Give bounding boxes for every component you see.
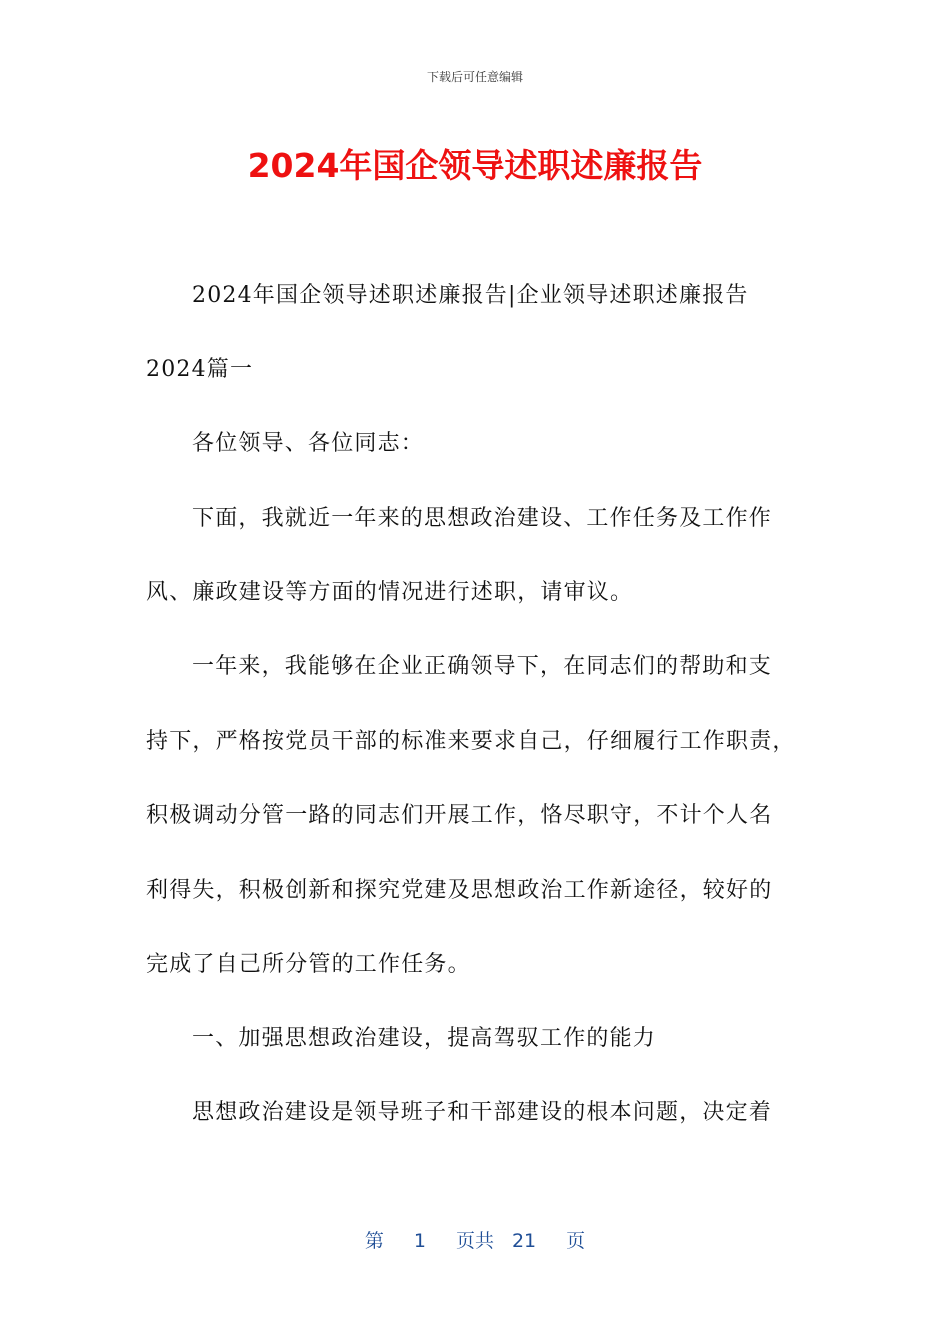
paragraph-line: 2024年国企领导述职述廉报告|企业领导述职述廉报告 bbox=[192, 283, 749, 308]
section-heading: 一、加强思想政治建设，提高驾驭工作的能力 bbox=[192, 1026, 657, 1051]
page-label-prefix: 第 bbox=[364, 1230, 384, 1252]
document-title: 2024年国企领导述职述廉报告 bbox=[247, 146, 703, 185]
page-label-suffix: 页 bbox=[566, 1230, 586, 1252]
paragraph-line: 2024篇一 bbox=[146, 357, 254, 382]
paragraph-line: 各位领导、各位同志： bbox=[192, 431, 425, 456]
paragraph-line: 下面，我就近一年来的思想政治建设、工作任务及工作作 bbox=[192, 506, 773, 531]
page-current: 1 bbox=[413, 1230, 426, 1252]
download-note: 下载后可任意编辑 bbox=[426, 70, 523, 84]
paragraph-line: 思想政治建设是领导班子和干部建设的根本问题，决定着 bbox=[192, 1100, 773, 1125]
page-label-mid: 页共 bbox=[455, 1230, 494, 1252]
page-total: 21 bbox=[511, 1230, 537, 1252]
paragraph-line: 一年来，我能够在企业正确领导下，在同志们的帮助和支 bbox=[192, 654, 773, 679]
page-footer bbox=[0, 1226, 950, 1253]
paragraph-line: 风、廉政建设等方面的情况进行述职，请审议。 bbox=[146, 580, 634, 605]
paragraph-line: 持下，严格按党员干部的标准来要求自己，仔细履行工作职责， bbox=[146, 729, 796, 754]
paragraph-line: 积极调动分管一路的同志们开展工作，恪尽职守，不计个人名 bbox=[146, 803, 773, 828]
paragraph-line: 利得失，积极创新和探究党建及思想政治工作新途径，较好的 bbox=[146, 878, 773, 903]
paragraph-line: 完成了自己所分管的工作任务。 bbox=[146, 952, 471, 977]
